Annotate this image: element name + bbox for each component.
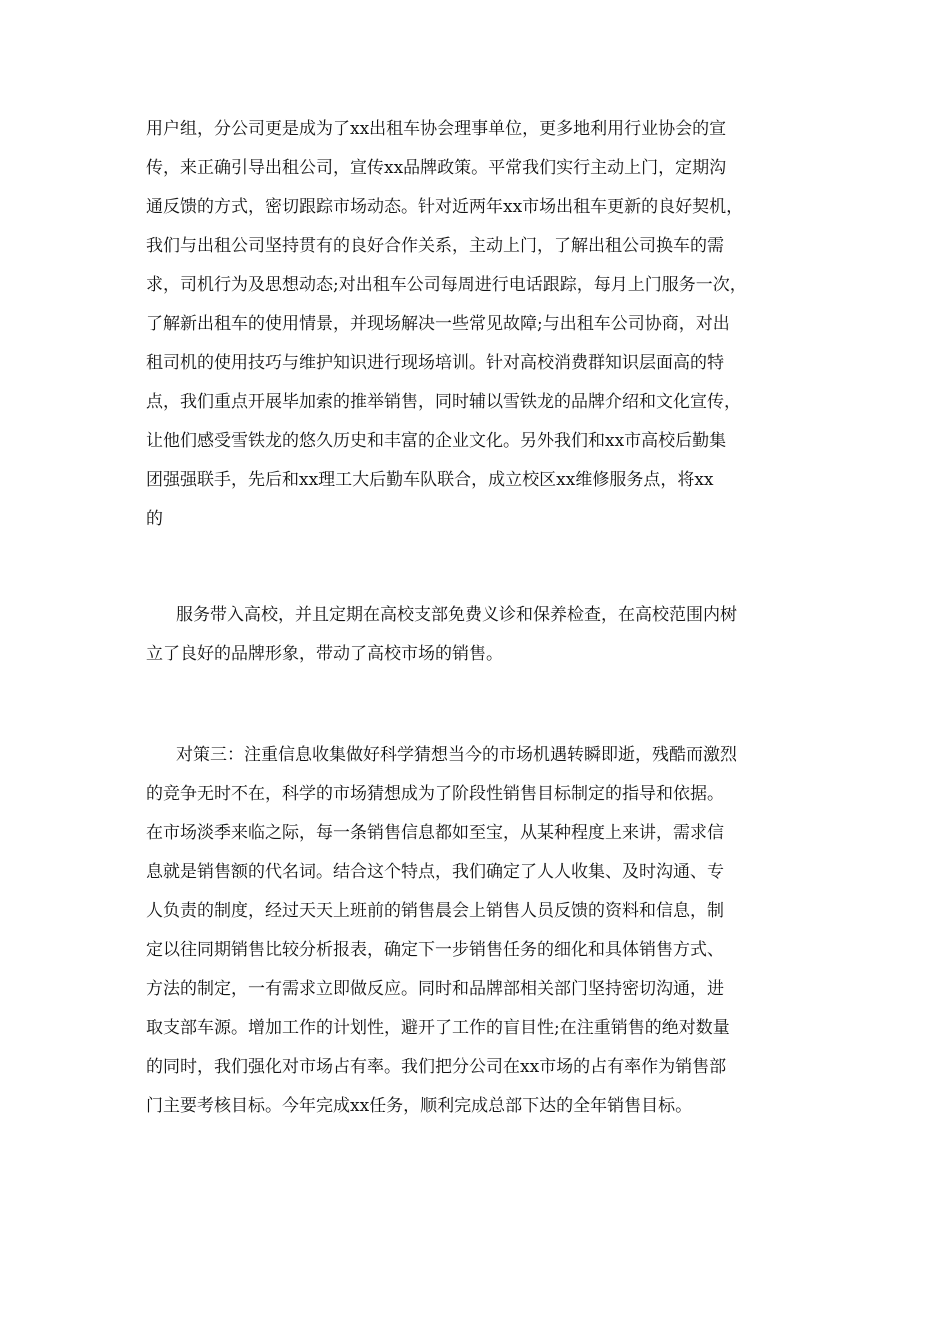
text-line: 对策三：注重信息收集做好科学猜想当今的市场机遇转瞬即逝，残酷而激烈 bbox=[176, 745, 737, 765]
text-line: 用户组，分公司更是成为了xx出租车协会理事单位，更多地利用行业协会的宣 bbox=[146, 119, 727, 139]
text-line: 门主要考核目标。今年完成xx任务，顺利完成总部下达的全年销售目标。 bbox=[146, 1096, 693, 1116]
text-line: 的同时，我们强化对市场占有率。我们把分公司在xx市场的占有率作为销售部 bbox=[146, 1057, 727, 1077]
text-line: 立了良好的品牌形象，带动了高校市场的销售。 bbox=[146, 644, 503, 664]
text-line: 息就是销售额的代名词。结合这个特点，我们确定了人人收集、及时沟通、专 bbox=[146, 862, 724, 882]
text-line: 人负责的制度，经过天天上班前的销售晨会上销售人员反馈的资料和信息，制 bbox=[146, 901, 724, 921]
text-line: 传，来正确引导出租公司，宣传xx品牌政策。平常我们实行主动上门，定期沟 bbox=[146, 158, 727, 178]
text-line: 在市场淡季来临之际，每一条销售信息都如至宝，从某种程度上来讲，需求信 bbox=[146, 823, 724, 843]
text-line: 服务带入高校，并且定期在高校支部免费义诊和保养检查，在高校范围内树 bbox=[176, 605, 737, 625]
text-line: 团强强联手，先后和xx理工大后勤车队联合，成立校区xx维修服务点，将xx bbox=[146, 470, 714, 490]
text-line: 方法的制定，一有需求立即做反应。同时和品牌部相关部门坚持密切沟通，进 bbox=[146, 979, 724, 999]
text-line: 让他们感受雪铁龙的悠久历史和丰富的企业文化。另外我们和xx市高校后勤集 bbox=[146, 431, 727, 451]
text-line: 租司机的使用技巧与维护知识进行现场培训。针对高校消费群知识层面高的特 bbox=[146, 353, 724, 373]
text-line: 点，我们重点开展毕加索的推举销售，同时辅以雪铁龙的品牌介绍和文化宣传， bbox=[146, 392, 741, 412]
text-line: 求，司机行为及思想动态;对出租车公司每周进行电话跟踪，每月上门服务一次， bbox=[146, 275, 747, 295]
text-line: 我们与出租公司坚持贯有的良好合作关系，主动上门，了解出租公司换车的需 bbox=[146, 236, 724, 256]
text-line: 通反馈的方式，密切跟踪市场动态。针对近两年xx市场出租车更新的良好契机， bbox=[146, 197, 744, 217]
text-line: 取支部车源。增加工作的计划性，避开了工作的盲目性;在注重销售的绝对数量 bbox=[146, 1018, 730, 1038]
text-line: 的 bbox=[146, 509, 163, 529]
text-line: 的竞争无时不在，科学的市场猜想成为了阶段性销售目标制定的指导和依据。 bbox=[146, 784, 724, 804]
text-line: 了解新出租车的使用情景，并现场解决一些常见故障;与出租车公司协商，对出 bbox=[146, 314, 730, 334]
text-line: 定以往同期销售比较分析报表，确定下一步销售任务的细化和具体销售方式、 bbox=[146, 940, 724, 960]
